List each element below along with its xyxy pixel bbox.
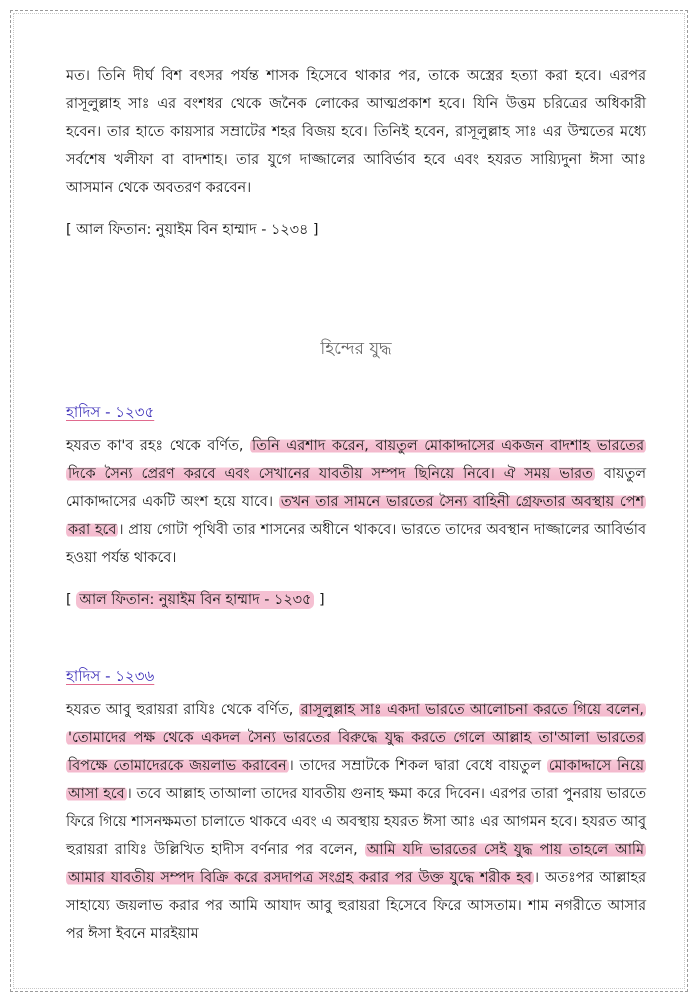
- hadith-title-1235: হাদিস - ১২৩৫: [66, 403, 155, 421]
- highlighted-text: তখন তার সামনে ভারতের সৈন্য বাহিনী গ্রেফতার অবস্থায় পেশ করা হবে: [68, 494, 644, 538]
- hadith-text: বায়তুল মোকাদ্দাসের একটি অংশ হয়ে যাবে।: [66, 466, 646, 510]
- hadith-text: হযরত কা'ব রহঃ থেকে বর্ণিত,: [66, 438, 251, 454]
- bracket-close: ]: [314, 592, 325, 608]
- section-title: হিন্দের যুদ্ধ: [320, 339, 392, 359]
- highlighted-reference: আল ফিতান: নুয়াইম বিন হাম্মাদ - ১২৩৫: [76, 591, 314, 609]
- continued-paragraph: মত। তিনি দীর্ঘ বিশ বৎসর পর্যন্ত শাসক হিসেবে থাকার পর, তাকে অস্ত্রের হত্যা করা হবে। এরপর রাসূলুল্লাহ সাঃ এর বংশধর থেকে জনৈক লোকের আত্মপ্রকাশ হবে। যিনি উত্তম চরিত্রের অধিকারী হবেন। তার হাতে কায়সার সম্রাটের শহর বিজয় হবে। তিনিই হবেন, রাসূলুল্লাহ সাঃ এর উম্মতের মধ্যে সর্বশেষ খলীফা বা বাদশাহ। তার যুগে দাজ্জালের আবির্ভাব হবে এবং হযরত সায়্যিদুনা ঈসা আঃ আসমান থেকে অবতরণ করবেন।: [66, 68, 646, 196]
- hadith-text: । অতঃপর আল্লাহর সাহায্যে জয়লাভ করার পর আমি আযাদ আবু হুরায়রা হিসেবে ফিরে আসতাম। শাম নগরীতে আসার পর ঈসা ইবনে মারইয়াম: [66, 870, 646, 942]
- highlighted-text: রাসূলুল্লাহ সাঃ একদা ভারতে আলোচনা করতে গিয়ে বলেন, 'তোমাদের পক্ষ থেকে একদল সৈন্য ভারতের বিরুদ্ধে যুদ্ধ করতে গেলে আল্লাহ তা'আলা ভারতের বিপক্ষে তোমাদেরকে জয়লাভ করাবেন: [68, 702, 644, 774]
- bracket-open: [: [66, 592, 77, 608]
- hadith-1236: [66, 664, 646, 948]
- hadith-body-1235: [66, 432, 646, 572]
- hadith-text: । তাদের সম্রাটকে শিকল দ্বারা বেধে বায়তুল: [288, 758, 547, 774]
- page-content: [66, 62, 646, 948]
- highlighted-text: তিনি এরশাদ করেন, বায়তুল মোকাদ্দাসের একজন বাদশাহ ভারতের দিকে সৈন্য প্রেরণ করবে এবং সেখানের যাবতীয় সম্পদ ছিনিয়ে নিবে। ঐ সময় ভারত: [68, 438, 645, 482]
- reference-1234: [ আল ফিতান: নুয়াইম বিন হাম্মাদ - ১২৩৪ ]: [66, 222, 319, 238]
- hadith-text: । প্রায় গোটা পৃথিবী তার শাসনের অধীনে থাকবে। ভারতে তাদের অবস্থান দাজ্জালের আবির্ভাব হওয়া পর্যন্ত থাকবে।: [66, 522, 646, 566]
- hadith-title-1236: হাদিস - ১২৩৬: [66, 667, 155, 685]
- hadith-body-1236: [66, 696, 646, 948]
- reference-1235: [66, 586, 646, 614]
- hadith-1235: [66, 400, 646, 614]
- highlighted-text: মোকাদ্দাসে নিয়ে আসা হবে: [68, 758, 644, 802]
- hadith-text: । তবে আল্লাহ তাআলা তাদের যাবতীয় গুনাহ ক্ষমা করে দিবেন। এরপর তারা পুনরায় ভারতে ফিরে গিয়ে শাসনক্ষমতা চালাতে থাকবে এবং এ অবস্থায় হযরত ঈসা আঃ এর আগমন হবে। হযরত আবু হুরায়রা রাযিঃ উল্লিখিত হাদীস বর্ণনার পর বলেন,: [66, 786, 646, 858]
- highlighted-text: আমি যদি ভারতের সেই যুদ্ধ পায় তাহলে আমি আমার যাবতীয় সম্পদ বিক্রি করে রসদাপত্র সংগ্রহ করার পর উক্ত যুদ্ধে শরীক হব: [68, 842, 644, 886]
- hadith-text: হযরত আবু হুরায়রা রাযিঃ থেকে বর্ণিত,: [66, 702, 299, 718]
